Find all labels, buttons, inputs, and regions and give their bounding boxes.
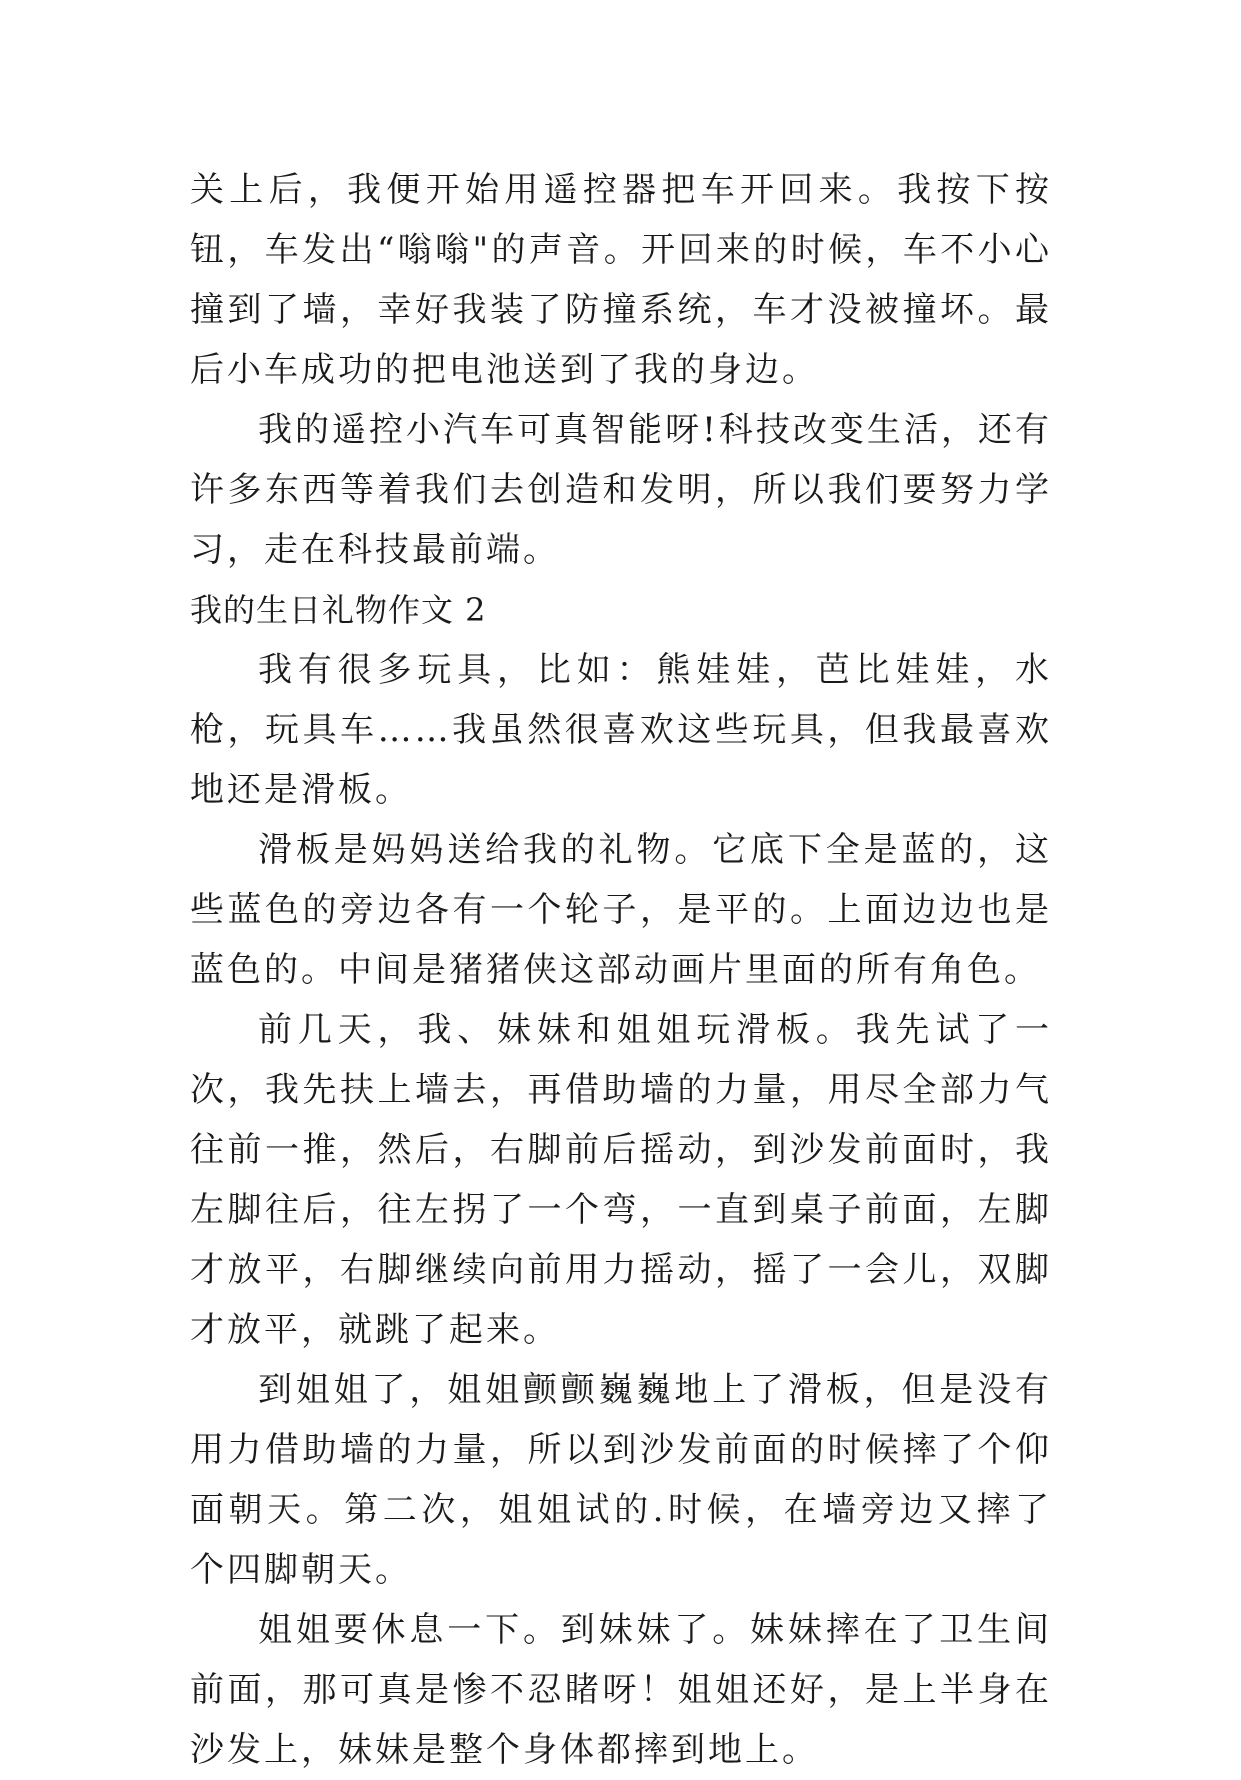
paragraph: 关上后，我便开始用遥控器把车开回来。我按下按钮，车发出“嗡嗡"的声音。开回来的时候，车不小心撞到了墙，幸好我装了防撞系统，车才没被撞坏。最后小车成功的把电池送到了我的身边。 (190, 170, 1052, 390)
paragraph: 滑板是妈妈送给我的礼物。它底下全是蓝的，这些蓝色的旁边各有一个轮子，是平的。上面边边也是蓝色的。中间是猪猪侠这部动画片里面的所有角色。 (190, 830, 1052, 990)
paragraph: 姐姐要休息一下。到妹妹了。妹妹摔在了卫生间前面，那可真是惨不忍睹呀！姐姐还好，是上半身在沙发上，妹妹是整个身体都摔到地上。 (190, 1610, 1052, 1770)
section-heading: 我的生日礼物作文 2 (190, 591, 487, 629)
paragraph: 我有很多玩具，比如：熊娃娃，芭比娃娃，水枪，玩具车……我虽然很喜欢这些玩具，但我最喜欢地还是滑板。 (190, 650, 1052, 810)
paragraph: 我的遥控小汽车可真智能呀!科技改变生活，还有许多东西等着我们去创造和发明，所以我们要努力学习，走在科技最前端。 (190, 410, 1052, 570)
paragraph: 到姐姐了，姐姐颤颤巍巍地上了滑板，但是没有用力借助墙的力量，所以到沙发前面的时候摔了个仰面朝天。第二次，姐姐试的.时候，在墙旁边又摔了个四脚朝天。 (190, 1370, 1052, 1590)
paragraph: 前几天，我、妹妹和姐姐玩滑板。我先试了一次，我先扶上墙去，再借助墙的力量，用尽全部力气往前一推，然后，右脚前后摇动，到沙发前面时，我左脚往后，往左拐了一个弯，一直到桌子前面，左脚才放平，右脚继续向前用力摇动，摇了一会儿，双脚才放平，就跳了起来。 (190, 1010, 1052, 1350)
document-body (190, 160, 1052, 1780)
